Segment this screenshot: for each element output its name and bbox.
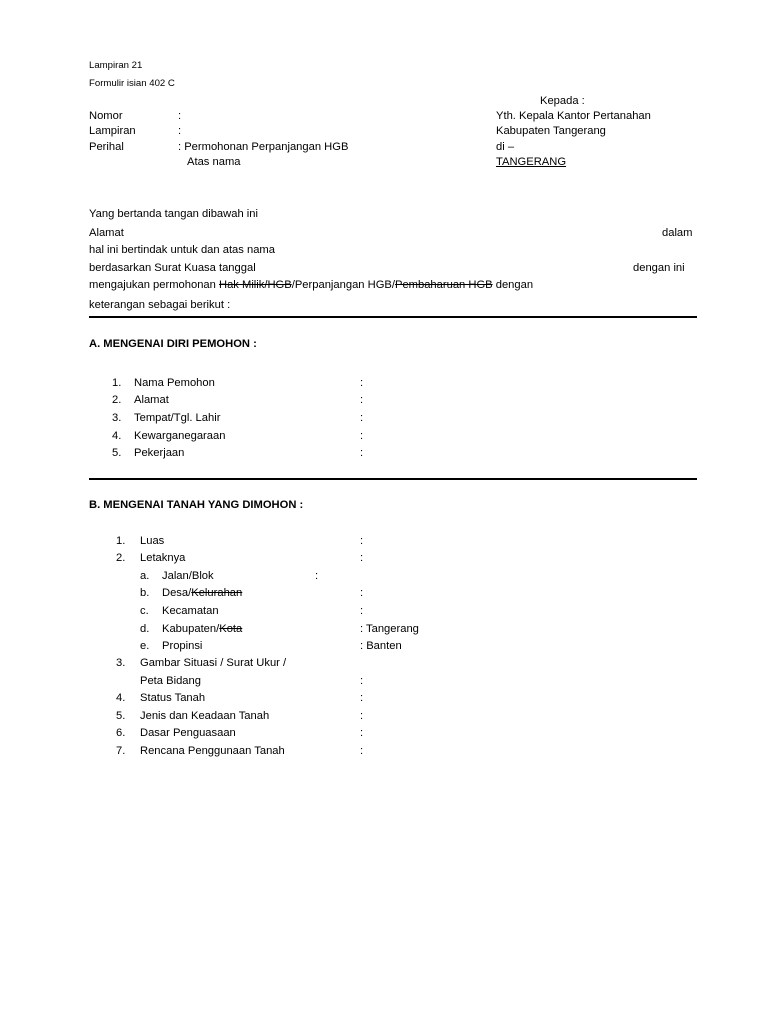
sub-label: Kecamatan [162,605,219,617]
recipient-line-3: di – [496,141,515,153]
intro-dengan-ini: dengan ini [633,262,685,274]
item-label: Kewarganegaraan [134,430,226,442]
item-label: Alamat [134,394,169,406]
perihal-label: Perihal [89,141,124,153]
intro-line-3: hal ini bertindak untuk dan atas nama [89,244,275,256]
item-num: 7. [116,745,126,757]
item-label: Luas [140,535,165,547]
sub-num: c. [140,605,149,617]
item-num: 5. [112,447,122,459]
sub-label-text: Kabupaten/ [162,623,220,635]
sub-num: d. [140,623,150,635]
intro-dalam: dalam [662,227,693,239]
atas-nama-label: Atas nama [187,156,241,168]
sub-label: Jalan/Blok [162,570,214,582]
sub-num: b. [140,587,150,599]
line5-strike-1: Hak Milik/HGB [219,279,292,291]
recipient-line-2: Kabupaten Tangerang [496,125,606,137]
divider-top [89,316,697,318]
nomor-label: Nomor [89,110,123,122]
line5-part-a: mengajukan permohonan [89,279,219,291]
lampiran-colon: : [178,125,182,137]
divider-middle [89,478,697,480]
item-value: : [360,412,364,424]
item-value: : [360,447,364,459]
item-label: Pekerjaan [134,447,185,459]
sub-value: : [360,587,364,599]
item-value: : [360,552,364,564]
line5-part-b: /Perpanjangan HGB/ [291,279,395,291]
item-num: 2. [116,552,126,564]
item-label: Status Tanah [140,692,206,704]
item-value: : [360,430,364,442]
item-label: Gambar Situasi / Surat Ukur / [140,657,287,669]
item-label: Jenis dan Keadaan Tanah [140,710,270,722]
perihal-value: : Permohonan Perpanjangan HGB [178,141,349,153]
item-value: : [360,727,364,739]
line5-part-c: dengan [492,279,534,291]
sub-label-text: Desa/ [162,587,192,599]
item-num: 3. [116,657,126,669]
formulir-label: Formulir isian 402 C [89,78,175,89]
line5-strike-2: Pembaharuan HGB [394,279,493,291]
item-value: : [360,692,364,704]
item-num: 2. [112,394,122,406]
item-num: 5. [116,710,126,722]
sub-value: : Banten [360,640,402,652]
item-value: : [360,745,364,757]
lampiran-field-label: Lampiran [89,125,136,137]
section-b-title: B. MENGENAI TANAH YANG DIMOHON : [89,499,304,511]
kepada-label: Kepada : [540,95,585,107]
item-value: : [360,394,364,406]
item-num: 1. [112,377,122,389]
item-num: 4. [112,430,122,442]
item-label: Peta Bidang [140,675,201,687]
item-label: Dasar Penguasaan [140,727,236,739]
section-a-title: A. MENGENAI DIRI PEMOHON : [89,338,257,350]
recipient-line-1: Yth. Kepala Kantor Pertanahan [496,110,651,122]
item-label: Letaknya [140,552,186,564]
item-label: Nama Pemohon [134,377,215,389]
item-num: 4. [116,692,126,704]
intro-line-1: Yang bertanda tangan dibawah ini [89,208,258,220]
item-value: : [360,535,364,547]
recipient-city: TANGERANG [496,156,567,168]
item-num: 6. [116,727,126,739]
item-value: : [360,675,364,687]
intro-alamat: Alamat [89,227,124,239]
item-value: : [360,377,364,389]
intro-line-5 [89,279,533,292]
sub-label-strike: Kota [219,623,243,635]
item-num: 3. [112,412,122,424]
sub-value: : Tangerang [360,623,419,635]
lampiran-label: Lampiran 21 [89,60,143,71]
intro-line-4: berdasarkan Surat Kuasa tanggal [89,262,256,274]
sub-num: e. [140,640,150,652]
nomor-colon: : [178,110,182,122]
sub-label: Propinsi [162,640,203,652]
sub-value: : [315,570,319,582]
item-label: Rencana Penggunaan Tanah [140,745,285,757]
item-value: : [360,710,364,722]
sub-label-strike: Kelurahan [191,587,243,599]
item-label: Tempat/Tgl. Lahir [134,412,221,424]
sub-label [162,587,242,600]
sub-value: : [360,605,364,617]
sub-num: a. [140,570,150,582]
item-num: 1. [116,535,126,547]
sub-label [162,623,242,636]
intro-line-6: keterangan sebagai berikut : [89,299,231,311]
